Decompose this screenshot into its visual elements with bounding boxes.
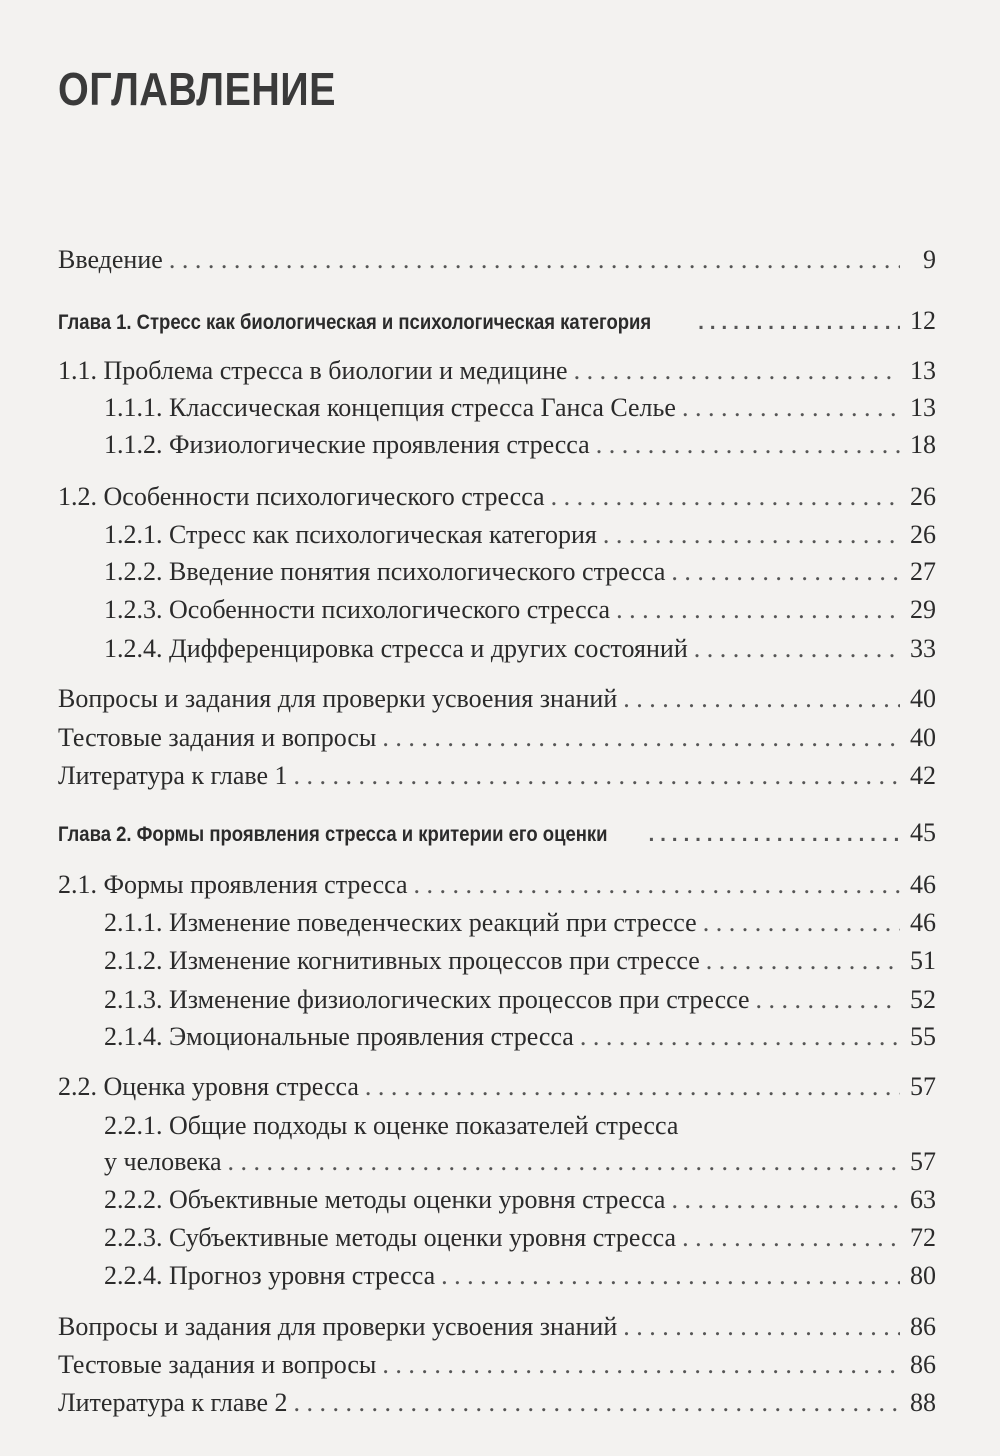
leader-dots	[551, 482, 900, 512]
toc-label: 2.1.2. Изменение когнитивных процессов при стрессе	[104, 946, 700, 975]
toc-label: 2.1.4. Эмоциональные проявления стресса	[104, 1022, 574, 1051]
toc-entry-section-2-2-2[interactable]	[104, 1185, 936, 1215]
toc-label: 2.2. Оценка уровня стресса	[58, 1072, 359, 1101]
toc-page-number: 52	[910, 985, 936, 1014]
toc-label: 2.2.4. Прогноз уровня стресса	[104, 1261, 436, 1290]
toc-entry-section-2-1-4[interactable]	[104, 1022, 936, 1052]
toc-page-number: 57	[910, 1072, 936, 1101]
toc-label: 2.2.2. Объективные методы оценки уровня стресса	[104, 1185, 666, 1214]
toc-page-number: 40	[910, 723, 936, 752]
leader-dots	[616, 595, 900, 625]
toc-entry-section-1-1-2[interactable]	[104, 430, 936, 460]
toc-entry-section-1-2-3[interactable]	[104, 595, 936, 625]
toc-entry-section-1-1-1[interactable]	[104, 393, 936, 423]
toc-label: 1.2.3. Особенности психологического стресса	[104, 595, 611, 624]
toc-page-number: 86	[910, 1312, 936, 1341]
toc-page-number: 40	[910, 684, 936, 713]
leader-dots	[294, 761, 900, 791]
leader-dots	[603, 520, 900, 550]
toc-entry-section-1-1[interactable]	[58, 356, 936, 386]
toc-label: Вопросы и задания для проверки усвоения знаний	[58, 684, 618, 713]
toc-label: 2.1.1. Изменение поведенческих реакций при стрессе	[104, 908, 697, 937]
leader-dots	[623, 684, 900, 714]
toc-label: Литература к главе 2	[58, 1388, 288, 1417]
toc-page-number: 9	[923, 245, 936, 274]
toc-label: 1.2.4. Дифференцировка стресса и других состояний	[104, 634, 688, 663]
toc-entry-literature-2[interactable]	[58, 1388, 936, 1418]
toc-entry-section-2-2-4[interactable]	[104, 1261, 936, 1291]
toc-page-number: 26	[910, 482, 936, 511]
toc-page-number: 57	[910, 1147, 936, 1176]
toc-page-number: 33	[910, 634, 936, 663]
toc-label: 1.2. Особенности психологического стресса	[58, 482, 545, 511]
leader-dots	[671, 557, 900, 587]
toc-label: Введение	[58, 245, 163, 274]
toc-entry-section-1-2[interactable]	[58, 482, 936, 512]
toc-entry-questions-2[interactable]	[58, 1312, 936, 1342]
toc-page-number: 42	[910, 761, 936, 790]
toc-entry-section-2-1-1[interactable]	[104, 908, 936, 938]
toc-label: 2.1. Формы проявления стресса	[58, 870, 408, 899]
toc-page-number: 46	[910, 908, 936, 937]
toc-page-number: 46	[910, 870, 936, 899]
toc-label: 2.2.3. Субъективные методы оценки уровня стресса	[104, 1223, 677, 1252]
toc-entry-section-2-2-1-line1[interactable]: 2.2.1. Общие подходы к оценке показателей стресса	[104, 1111, 679, 1140]
toc-entry-section-2-2-1[interactable]	[104, 1147, 936, 1177]
toc-entry-section-1-2-4[interactable]	[104, 634, 936, 664]
toc-label: Глава 2. Формы проявления стресса и критерии его оценки	[58, 823, 608, 846]
toc-entry-tests-2[interactable]	[58, 1350, 936, 1380]
toc-label: у человека	[104, 1147, 222, 1176]
toc-label: 2.1.3. Изменение физиологических процессов при стрессе	[104, 985, 750, 1014]
toc-page-number: 13	[910, 356, 936, 385]
page-title: ОГЛАВЛЕНИЕ	[58, 63, 336, 115]
toc-page-number: 12	[910, 306, 936, 335]
toc-label: Тестовые задания и вопросы	[58, 1350, 377, 1379]
toc-entry-chapter-2[interactable]	[58, 818, 936, 850]
toc-entry-section-2-2-3[interactable]	[104, 1223, 936, 1253]
toc-page-number: 18	[910, 430, 936, 459]
toc-page-number: 29	[910, 595, 936, 624]
toc-label: Тестовые задания и вопросы	[58, 723, 377, 752]
toc-label: Литература к главе 1	[58, 761, 288, 790]
toc-label: 1.2.1. Стресс как психологическая категория	[104, 520, 597, 549]
toc-page-number: 51	[910, 946, 936, 975]
toc-entry-introduction[interactable]	[58, 245, 936, 275]
toc-label: 1.2.2. Введение понятия психологического стресса	[104, 557, 666, 586]
leader-dots	[414, 870, 900, 900]
leader-dots	[648, 820, 900, 850]
toc-entry-section-2-2[interactable]	[58, 1072, 936, 1102]
toc-page-number: 86	[910, 1350, 936, 1379]
toc-entry-tests-1[interactable]	[58, 723, 936, 753]
leader-dots	[706, 946, 900, 976]
toc-label: 1.1.2. Физиологические проявления стресса	[104, 430, 590, 459]
toc-page-number: 88	[910, 1388, 936, 1417]
leader-dots	[596, 430, 900, 460]
leader-dots	[703, 908, 900, 938]
leader-dots	[682, 1223, 900, 1253]
toc-label: Вопросы и задания для проверки усвоения знаний	[58, 1312, 618, 1341]
toc-entry-section-2-1[interactable]	[58, 870, 936, 900]
leader-dots	[682, 393, 900, 423]
toc-entry-questions-1[interactable]	[58, 684, 936, 714]
toc-label: 1.1. Проблема стресса в биологии и медицине	[58, 356, 568, 385]
leader-dots	[671, 1185, 900, 1215]
toc-page-number: 45	[910, 818, 936, 847]
leader-dots	[228, 1147, 900, 1177]
toc-entry-literature-1[interactable]	[58, 761, 936, 791]
toc-page-number: 13	[910, 393, 936, 422]
leader-dots	[382, 723, 900, 753]
leader-dots	[365, 1072, 900, 1102]
toc-entry-chapter-1[interactable]	[58, 306, 936, 338]
leader-dots	[441, 1261, 900, 1291]
leader-dots	[382, 1350, 900, 1380]
leader-dots	[294, 1388, 900, 1418]
leader-dots	[623, 1312, 900, 1342]
toc-entry-section-2-1-3[interactable]	[104, 985, 936, 1015]
leader-dots	[169, 245, 900, 275]
toc-page-number: 55	[910, 1022, 936, 1051]
toc-label: Глава 1. Стресс как биологическая и психологическая категория	[58, 311, 652, 334]
toc-page-number: 26	[910, 520, 936, 549]
leader-dots	[580, 1022, 900, 1052]
toc-label: 1.1.1. Классическая концепция стресса Ганса Селье	[104, 393, 676, 422]
leader-dots	[698, 308, 900, 338]
leader-dots	[694, 634, 900, 664]
toc-page-number: 80	[910, 1261, 936, 1290]
toc-entry-section-1-2-1[interactable]	[104, 520, 936, 550]
toc-page-number: 63	[910, 1185, 936, 1214]
leader-dots	[756, 985, 900, 1015]
toc-page-number: 27	[910, 557, 936, 586]
leader-dots	[574, 356, 900, 386]
toc-entry-section-1-2-2[interactable]	[104, 557, 936, 587]
toc-entry-section-2-1-2[interactable]	[104, 946, 936, 976]
toc-page-number: 72	[910, 1223, 936, 1252]
